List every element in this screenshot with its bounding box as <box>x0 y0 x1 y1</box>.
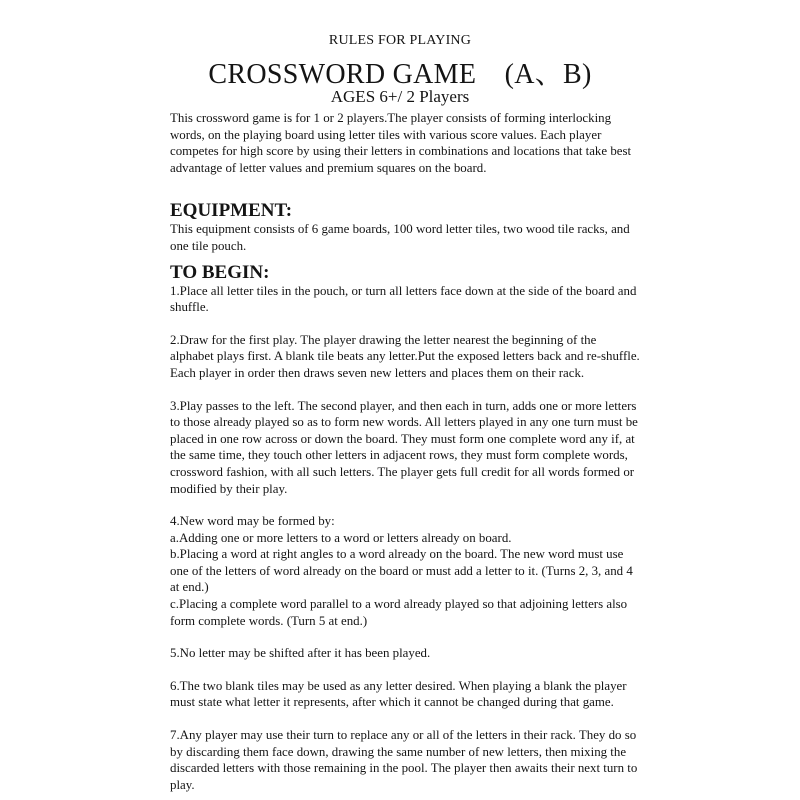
step-4-a: a.Adding one or more letters to a word or letters already on board. <box>170 530 512 545</box>
step-5: 5.No letter may be shifted after it has been played. <box>170 646 431 661</box>
step-4-intro: 4.New word may be formed by: <box>170 514 335 529</box>
step-7: 7.Any player may use their turn to replace any or all of the letters in their rack. They do so by discarding them face down, drawing the same number of new letters, then mixing the discarded letters with those remaining in the pool. The player then awaits their next turn to play. <box>170 728 638 792</box>
intro-paragraph: This crossword game is for 1 or 2 players.The player consists of forming interlocking words, on the playing board using letter tiles with various score values. Each player competes for high score by using their letters in combinations and locations that take best advantage of letter values and premium squares on the board. <box>170 111 632 175</box>
page-title: CROSSWORD GAME (A、B) <box>208 59 592 90</box>
step-2: 2.Draw for the first play. The player drawing the letter nearest the beginning of the alphabet plays first. A blank tile beats any letter.Put the exposed letters back and re-shuffle. Each player in order then draws seven new letters and places them on their rack. <box>170 332 640 380</box>
step-4-c: c.Placing a complete word parallel to a word already played so that adjoining letters also form complete words. (Turn 5 at end.) <box>170 597 628 628</box>
page-subtitle: AGES 6+/ 2 Players <box>330 87 470 106</box>
rules-content <box>170 110 640 793</box>
equipment-heading: EQUIPMENT: <box>170 200 293 222</box>
equipment-paragraph: This equipment consists of 6 game boards, 100 word letter tiles, two wood tile racks, and one tile pouch. <box>170 222 630 253</box>
to-begin-heading: TO BEGIN: <box>170 261 270 283</box>
step-3: 3.Play passes to the left. The second player, and then each in turn, adds one or more letters to those already played so as to form new words. All letters played in any one turn must be placed in one row across or down the board. They must form one complete word any if, at the same time, they touch other letters in adjacent rows, they must form complete words, crossword fashion, with all such letters. The player gets full credit for all words formed or modified by their play. <box>170 398 638 496</box>
step-6: 6.The two blank tiles may be used as any letter desired. When playing a blank the player must state what letter it represents, after which it cannot be changed during that game. <box>170 678 627 710</box>
rules-label: RULES FOR PLAYING <box>328 33 472 48</box>
step-1: 1.Place all letter tiles in the pouch, or turn all letters face down at the side of the board and shuffle. <box>170 283 637 315</box>
step-4-b: b.Placing a word at right angles to a word already on the board. The new word must use one of the letters of word already on the board or must add a letter to it. (Turns 2, 3, and 4 at end.) <box>170 547 633 595</box>
